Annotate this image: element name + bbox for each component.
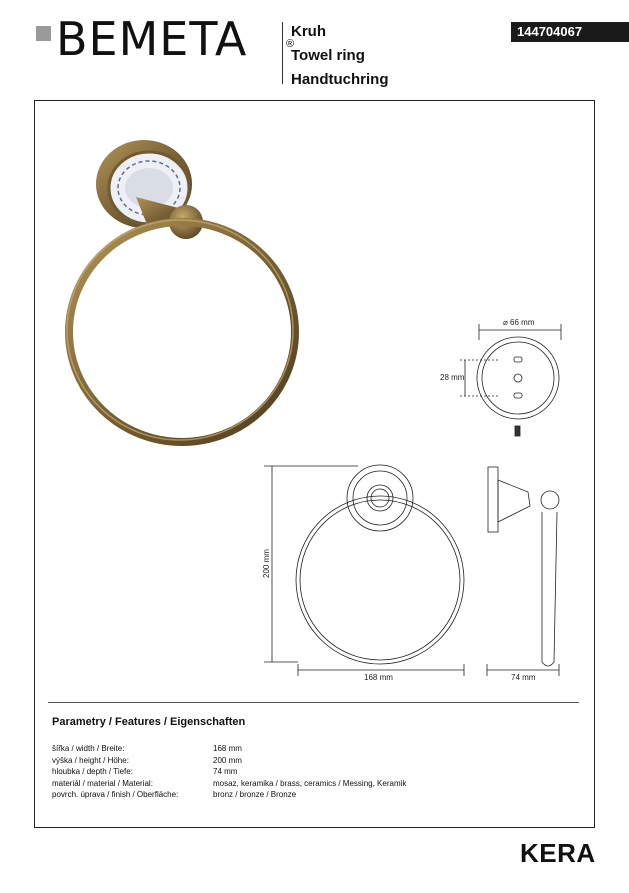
- product-titles: [291, 20, 389, 92]
- param-value: mosaz, keramika / brass, ceramics / Messing, Keramik: [213, 778, 407, 788]
- param-row: [52, 778, 552, 790]
- param-label: povrch. úprava / finish / Oberfläche:: [52, 790, 179, 799]
- param-label: výška / height / Höhe:: [52, 755, 129, 765]
- header-divider: [282, 22, 283, 84]
- front-view: [264, 465, 464, 676]
- title-en: Towel ring: [291, 47, 365, 64]
- registered-mark: ®: [286, 38, 295, 50]
- parameters-table: [52, 743, 552, 801]
- param-value: 168 mm: [213, 744, 242, 753]
- param-label: hloubka / depth / Tiefe:: [52, 767, 133, 776]
- param-row: [52, 766, 552, 778]
- param-row: [52, 755, 552, 767]
- brand-logo: [36, 12, 295, 66]
- depth-dimension: 74 mm: [511, 673, 536, 682]
- param-row: [52, 743, 552, 755]
- width-dimension: 168 mm: [364, 673, 393, 682]
- side-view: [487, 467, 559, 676]
- product-code: 144704067: [511, 22, 629, 42]
- base-plate-view: [460, 324, 561, 436]
- series-name: KERA: [520, 838, 596, 868]
- brand-name: BEMETA: [56, 12, 248, 66]
- title-cz: Kruh: [291, 23, 326, 40]
- param-row: [52, 789, 552, 801]
- diameter-dimension: ⌀ 66 mm: [503, 318, 535, 327]
- param-value: bronz / bronze / Bronze: [213, 790, 297, 799]
- hole-spacing-dimension: 28 mm: [440, 373, 465, 382]
- param-value: 74 mm: [213, 767, 238, 776]
- logo-square-mark: [36, 26, 51, 41]
- title-de: Handtuchring: [291, 71, 389, 88]
- parameters-heading: Parametry / Features / Eigenschaften: [52, 716, 246, 728]
- height-dimension: 200 mm: [262, 549, 271, 578]
- param-value: 200 mm: [213, 755, 242, 765]
- technical-drawing: [260, 300, 590, 700]
- param-label: materiál / material / Material:: [52, 778, 153, 788]
- param-label: šířka / width / Breite:: [52, 744, 125, 753]
- parameters-divider: [48, 702, 579, 703]
